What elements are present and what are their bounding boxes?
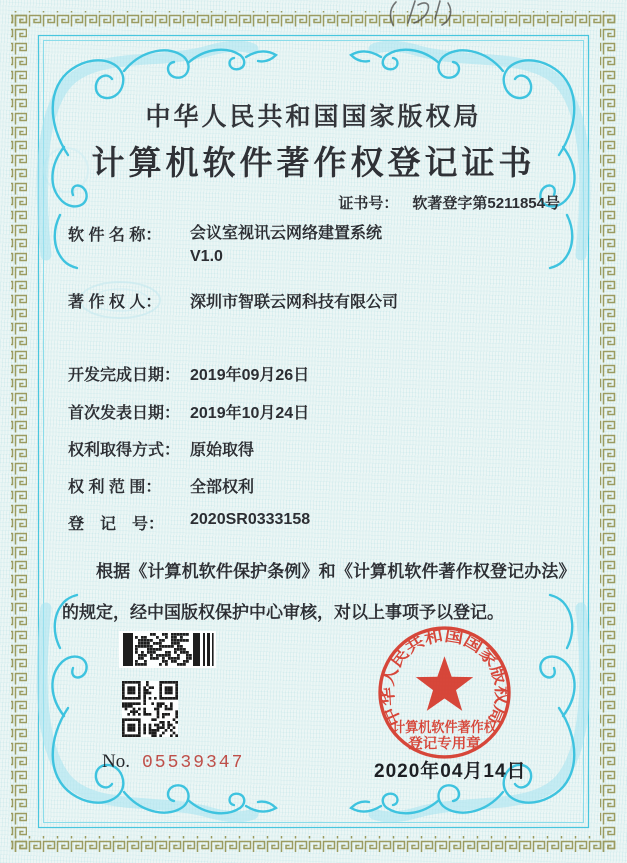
field-row-registration-number	[68, 511, 310, 534]
field-row-copyright-owner	[68, 289, 398, 312]
field-label: 开发完成日期：	[68, 367, 181, 384]
field-value: 2019年09月26日	[190, 367, 310, 384]
seal-line2: 登记专用章	[408, 735, 479, 752]
seal-arc-text: 中华人民共和国国家版权局	[377, 625, 512, 729]
serial-number-label: No.	[102, 751, 130, 772]
field-row-dev-complete-date	[68, 362, 309, 385]
field-label: 首次发表日期：	[68, 405, 181, 422]
serial-number-value: 05539347	[141, 753, 245, 773]
certificate-number-label: 证书号：	[338, 195, 399, 212]
field-value: 原始取得	[190, 442, 255, 459]
field-label: 登 记 号：	[68, 516, 165, 533]
field-row-rights-acquisition	[68, 437, 254, 460]
field-value: 2019年10月24日	[190, 405, 310, 422]
seal-line1: 计算机软件著作权	[392, 719, 505, 736]
field-value: 全部权利	[190, 479, 255, 496]
official-seal	[374, 622, 515, 763]
barcode	[119, 631, 216, 668]
certificate-number-line	[0, 192, 560, 213]
issuing-authority-title: 中华人民共和国国家版权局	[145, 104, 482, 131]
field-row-first-publish-date	[68, 400, 309, 423]
field-label: 著 作 权 人：	[68, 294, 162, 311]
seal-star-icon	[416, 656, 473, 711]
field-label: 权 利 范 围：	[68, 479, 162, 496]
field-value: 会议室视讯云网络建置系统 V1.0	[190, 222, 382, 268]
issue-date: 2020年04月14日	[374, 761, 527, 782]
field-value: 深圳市智联云网科技有限公司	[190, 294, 399, 311]
field-label: 软 件 名 称：	[68, 227, 162, 244]
handwritten-annotation	[382, 0, 492, 38]
certificate-title: 计算机软件著作权登记证书	[91, 146, 536, 182]
field-row-software-name	[68, 222, 382, 268]
field-label: 权利取得方式：	[68, 442, 181, 459]
software-version: V1.0	[190, 248, 223, 265]
serial-number-line	[102, 751, 244, 773]
field-row-rights-scope	[68, 474, 254, 497]
registration-statement: 根据《计算机软件保护条例》和《计算机软件著作权登记办法》的规定，经中国版权保护中心审核，对以上事项予以登记。	[62, 562, 567, 622]
certificate-number-value: 软著登字第5211854号	[412, 195, 560, 212]
field-value: 2020SR0333158	[190, 511, 311, 528]
qr-code	[122, 681, 178, 737]
